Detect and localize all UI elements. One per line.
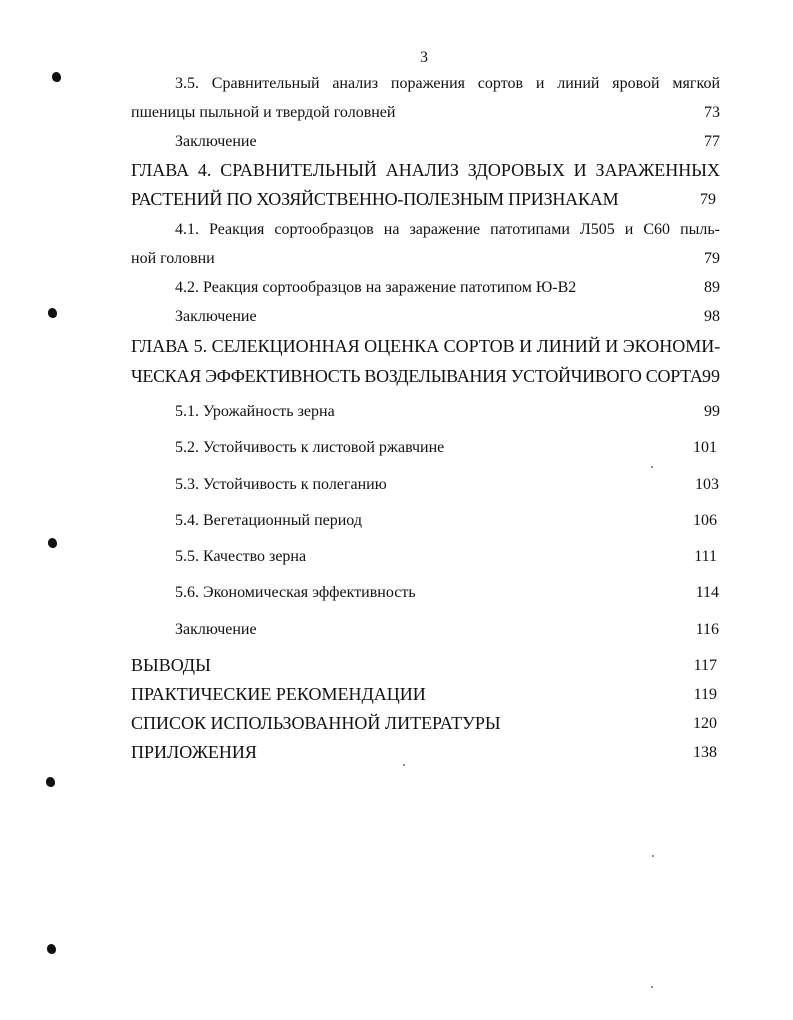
punch-mark [48, 538, 57, 548]
toc-chapter-4-line1: ГЛАВА 4. СРАВНИТЕЛЬНЫЙ АНАЛИЗ ЗДОРОВЫХ И ЗАРАЖЕННЫХ [131, 160, 720, 180]
toc-entry-5-3: 5.3. Устойчивость к полеганию [175, 476, 387, 493]
toc-entry-5-4: 5.4. Вегетационный период [175, 512, 362, 529]
toc-entry-conclusion-5: Заключение [175, 621, 257, 638]
scan-speck [403, 764, 405, 766]
toc-page-5-6: 114 [695, 584, 719, 601]
toc-entry-4-2: 4.2. Реакция сортообразцов на заражение патотипом Ю-В2 [175, 279, 577, 296]
toc-entry-5-5: 5.5. Качество зерна [175, 548, 307, 565]
toc-page-5-3: 103 [695, 476, 719, 493]
toc-page-recommendations: 119 [693, 686, 717, 703]
toc-page-chapter-4: 79 [700, 191, 716, 208]
toc-recommendations: ПРАКТИЧЕСКИЕ РЕКОМЕНДАЦИИ [131, 684, 426, 704]
toc-entry-5-6: 5.6. Экономическая эффективность [175, 584, 416, 601]
toc-entry-5-2: 5.2. Устойчивость к листовой ржавчине [175, 439, 445, 456]
toc-page-appendices: 138 [693, 744, 717, 761]
toc-references: СПИСОК ИСПОЛЬЗОВАННОЙ ЛИТЕРАТУРЫ [131, 713, 501, 733]
toc-appendices: ПРИЛОЖЕНИЯ [131, 742, 257, 762]
toc-entry-4-1-line1: 4.1. Реакция сортообразцов на заражение патотипами Л505 и С60 пыль- [175, 221, 720, 238]
toc-entry-3-5-line1: 3.5. Сравнительный анализ поражения сортов и линий яровой мягкой [175, 75, 720, 92]
toc-page-5-4: 106 [693, 512, 717, 529]
toc-entry-4-1-line2: ной головни [131, 250, 215, 267]
toc-page-references: 120 [693, 715, 717, 732]
scan-speck [651, 466, 653, 468]
toc-page-conclusion-3: 77 [704, 133, 720, 150]
page-number: 3 [420, 49, 428, 66]
toc-page-conclusion-5: 116 [695, 621, 719, 638]
toc-chapter-5-line2: ЧЕСКАЯ ЭФФЕКТИВНОСТЬ ВОЗДЕЛЫВАНИЯ УСТОЙЧИВОГО СОРТА [131, 366, 703, 386]
scan-speck [652, 855, 654, 857]
toc-entry-3-5-line2: пшеницы пыльной и твердой головней [131, 104, 396, 121]
toc-page-5-2: 101 [693, 439, 717, 456]
toc-chapter-4-line2: РАСТЕНИЙ ПО ХОЗЯЙСТВЕННО-ПОЛЕЗНЫМ ПРИЗНАКАМ [131, 189, 619, 209]
toc-page-4-2: 89 [704, 279, 720, 296]
punch-mark [52, 72, 61, 82]
toc-entry-5-1: 5.1. Урожайность зерна [175, 403, 335, 420]
toc-page-5-1: 99 [704, 403, 720, 420]
toc-page-4-1: 79 [704, 250, 720, 267]
punch-mark [47, 944, 56, 954]
toc-page-chapter-5: 99 [702, 366, 720, 386]
punch-mark [46, 777, 55, 787]
toc-entry-conclusion-3: Заключение [175, 133, 257, 150]
toc-page-conclusion-4: 98 [704, 308, 720, 325]
toc-conclusions: ВЫВОДЫ [131, 655, 211, 675]
toc-page-conclusions: 117 [693, 657, 717, 674]
punch-mark [48, 308, 57, 318]
toc-entry-conclusion-4: Заключение [175, 308, 257, 325]
toc-page-5-5: 111 [694, 548, 717, 565]
scan-speck [651, 986, 653, 988]
toc-page-3-5: 73 [704, 104, 720, 121]
toc-chapter-5-line1: ГЛАВА 5. СЕЛЕКЦИОННАЯ ОЦЕНКА СОРТОВ И ЛИНИЙ И ЭКОНОМИ- [131, 336, 721, 356]
